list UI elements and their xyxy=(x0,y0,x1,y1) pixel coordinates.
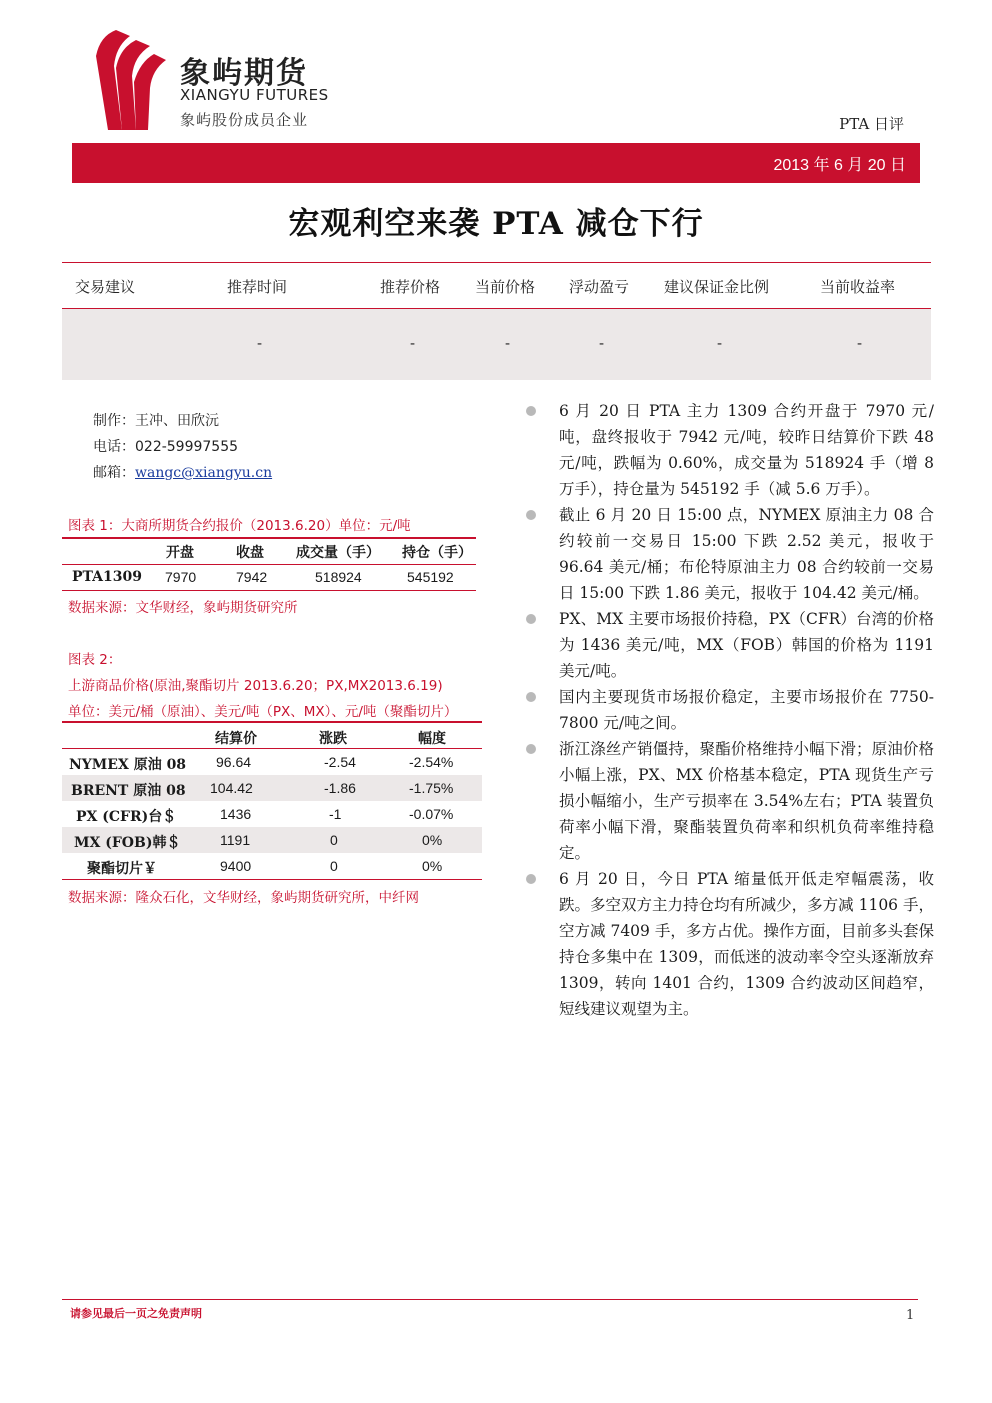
date-bar xyxy=(72,143,920,183)
bullet-text: 6 月 20 日，今日 PTA 缩量低开低走窄幅震荡，收跌。多空双方主力持仓均有所减少，多方减 1106 手，空方减 7409 手，多方占优。操作方面，目前多头套保持仓多集中在 1309，而低迷的波动率令空头逐渐放弃 1309，转向 1401 合约，1309 合约波动区间趋窄，短线建议观望为主。 xyxy=(559,870,934,1018)
bullet-text: PX、MX 主要市场报价持稳，PX（CFR）台湾的价格为 1436 美元/吨，MX（FOB）韩国的价格为 1191 美元/吨。 xyxy=(559,610,934,680)
table2-row3-change: -1 xyxy=(329,806,342,822)
rec-header-return: 当前收益率 xyxy=(820,278,896,296)
table1-source: 数据来源：文华财经，象屿期货研究所 xyxy=(68,600,298,616)
page-number: 1 xyxy=(906,1308,915,1323)
table2-units: 单位：美元/桶（原油）、美元/吨（PX、MX）、元/吨（聚酯切片） xyxy=(68,704,458,720)
rec-header-current: 当前价格 xyxy=(475,278,536,296)
divider xyxy=(62,564,476,565)
table2-row4-pct: 0% xyxy=(422,832,443,848)
table2-row4-name: MX (FOB)韩＄ xyxy=(74,835,181,851)
divider xyxy=(62,721,482,723)
table2-row5-settle: 9400 xyxy=(220,858,252,874)
bullet-dot-icon xyxy=(526,874,536,884)
rec-value-return: - xyxy=(857,334,863,352)
recommendation-row xyxy=(62,309,931,380)
table2-header-settle: 结算价 xyxy=(215,731,257,747)
table2-row1-settle: 96.64 xyxy=(216,754,252,770)
bullet-dot-icon xyxy=(526,406,536,416)
table2-row2-settle: 104.42 xyxy=(210,780,253,796)
report-type: PTA 日评 xyxy=(839,115,904,133)
page-title: 宏观利空来袭 PTA 减仓下行 xyxy=(288,206,704,242)
rec-value-current: - xyxy=(505,334,511,352)
logo-english-name: XIANGYU FUTURES xyxy=(180,86,329,104)
table1-row-volume: 518924 xyxy=(315,569,362,585)
list-item xyxy=(524,502,934,606)
rec-value-margin: - xyxy=(717,334,723,352)
bullet-dot-icon xyxy=(526,614,536,624)
table2-row4-change: 0 xyxy=(330,832,338,848)
bullet-text: 浙江涤丝产销僵持，聚酯价格维持小幅下滑；原油价格小幅上涨，PX、MX 价格基本稳定，PTA 现货生产亏损小幅缩小，生产亏损率在 3.54%左右；PTA 装置负荷率小幅下滑，聚酯装置负荷率和织机负荷率维持稳定。 xyxy=(559,740,934,862)
list-item xyxy=(524,684,934,736)
table2-row2-change: -1.86 xyxy=(324,780,356,796)
divider xyxy=(62,879,482,880)
email-label: 邮箱： xyxy=(93,465,135,481)
table1-row-oi: 545192 xyxy=(407,569,454,585)
table2-row2-name: BRENT 原油 08 xyxy=(71,783,186,799)
table1-header-close: 收盘 xyxy=(236,545,264,561)
table1-header-oi: 持仓（手） xyxy=(402,545,472,561)
disclaimer-note: 请参见最后一页之免责声明 xyxy=(70,1307,202,1320)
divider xyxy=(62,748,482,749)
email-link[interactable]: wangc@xiangyu.cn xyxy=(135,465,273,481)
table2-row5-name: 聚酯切片￥ xyxy=(87,861,157,877)
bullet-text: 截止 6 月 20 日 15:00 点，NYMEX 原油主力 08 合约较前一交易日 15:00 下跌 2.52 美元，报收于 96.64 美元/桶；布伦特原油主力 08 合约较前一交易日 15:00 下跌 1.86 美元，报收于 104.42 美元/桶。 xyxy=(559,506,934,602)
bullet-dot-icon xyxy=(526,744,536,754)
table2-header-change: 涨跌 xyxy=(319,731,347,747)
bullet-text: 6 月 20 日 PTA 主力 1309 合约开盘于 7970 元/吨，盘终报收于 7942 元/吨，较昨日结算价下跌 48 元/吨，跌幅为 0.60%，成交量为 518924 手（增 8 万手），持仓量为 545192 手（减 5.6 万手）。 xyxy=(559,402,934,498)
table2-row1-change: -2.54 xyxy=(324,754,356,770)
list-item xyxy=(524,736,934,866)
report-date: 2013 年 6 月 20 日 xyxy=(773,157,906,174)
table1-header-volume: 成交量（手） xyxy=(296,545,380,561)
recommendation-table xyxy=(62,262,931,380)
logo-chinese-name: 象屿期货 xyxy=(180,56,308,91)
footer-divider xyxy=(62,1299,918,1300)
company-logo xyxy=(86,26,346,136)
table2-row3-name: PX (CFR)台＄ xyxy=(76,809,177,825)
author: 制作：王冲、田欣沅 xyxy=(93,413,219,429)
rec-header-advice: 交易建议 xyxy=(75,278,136,296)
table2-row5-pct: 0% xyxy=(422,858,443,874)
table2-row2-pct: -1.75% xyxy=(409,780,454,796)
bullet-text: 国内主要现货市场报价稳定，主要市场报价在 7750-7800 元/吨之间。 xyxy=(559,688,934,732)
list-item xyxy=(524,606,934,684)
logo-subtitle: 象屿股份成员企业 xyxy=(180,111,309,129)
rec-value-time: - xyxy=(257,334,263,352)
bullet-dot-icon xyxy=(526,510,536,520)
table2-row3-settle: 1436 xyxy=(220,806,252,822)
divider xyxy=(62,262,931,263)
table2-header-pct: 幅度 xyxy=(418,731,446,747)
list-item xyxy=(524,398,934,502)
table1-row-contract: PTA1309 xyxy=(72,569,143,585)
table2-row3-pct: -0.07% xyxy=(409,806,454,822)
table2-row4-settle: 1191 xyxy=(220,832,251,848)
rec-header-price: 推荐价格 xyxy=(380,278,441,296)
table2-row1-name: NYMEX 原油 08 xyxy=(69,757,187,773)
table2-caption-label: 图表 2： xyxy=(68,652,122,668)
table1-row-close: 7942 xyxy=(236,569,268,585)
divider xyxy=(62,537,476,539)
email-line xyxy=(93,462,272,482)
rec-header-margin: 建议保证金比例 xyxy=(664,278,770,296)
rec-value-price: - xyxy=(410,334,416,352)
table1-caption: 图表 1：大商所期货合约报价（2013.6.20）单位：元/吨 xyxy=(68,518,411,534)
phone: 电话：022-59997555 xyxy=(93,439,239,455)
logo-flag-icon xyxy=(86,26,176,136)
table2-row1-pct: -2.54% xyxy=(409,754,454,770)
table2-caption: 上游商品价格(原油,聚酯切片 2013.6.20；PX,MX2013.6.19) xyxy=(68,678,443,694)
rec-header-time: 推荐时间 xyxy=(227,278,288,296)
rec-header-pnl: 浮动盈亏 xyxy=(569,278,630,296)
list-item xyxy=(524,866,934,1022)
divider xyxy=(62,590,476,591)
market-commentary xyxy=(524,398,934,1022)
bullet-dot-icon xyxy=(526,692,536,702)
table1-header-open: 开盘 xyxy=(166,545,194,561)
table2-source: 数据来源：隆众石化，文华财经，象屿期货研究所，中纤网 xyxy=(68,890,419,906)
rec-value-pnl: - xyxy=(599,334,605,352)
table2-row5-change: 0 xyxy=(330,858,338,874)
table1-row-open: 7970 xyxy=(165,569,197,585)
